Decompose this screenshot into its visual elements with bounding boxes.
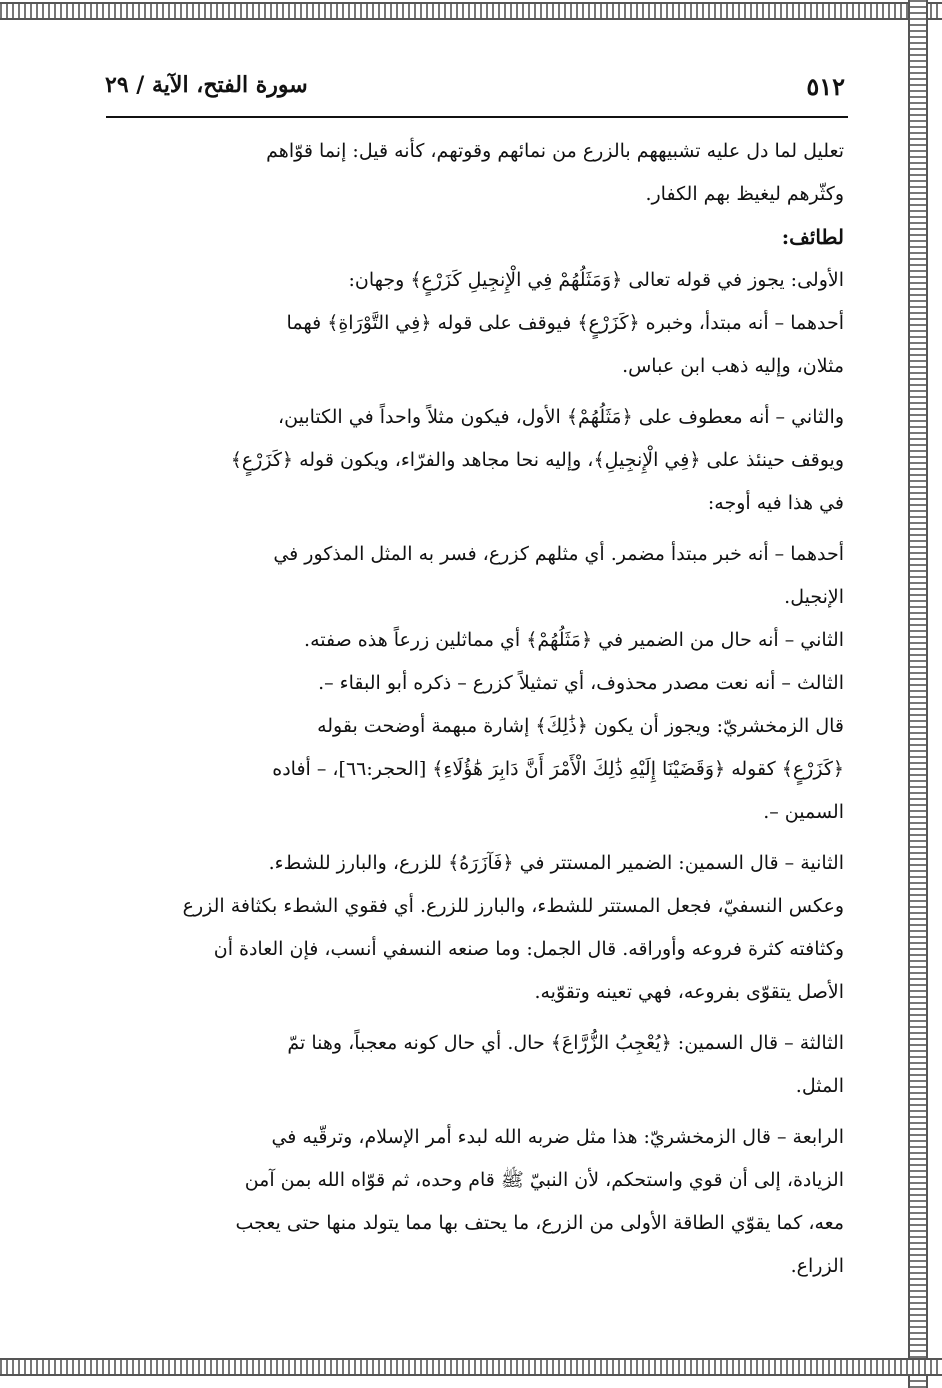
text-line: والثاني – أنه معطوف على ﴿مَثَلُهُمْ﴾ الأول، فيكون مثلاً واحداً في الكتابين، — [278, 406, 844, 428]
text-line: الإنجيل. — [784, 586, 844, 608]
text-line: أحدهما – أنه خبر مبتدأ مضمر. أي مثلهم كزرع، فسر به المثل المذكور في — [273, 543, 844, 565]
text-line: ﴿كَزَرْعٍ﴾ كقوله ﴿وَقَضَيْنَا إِلَيْهِ ذَٰلِكَ الْأَمْرَ أَنَّ دَابِرَ هَٰؤُلَاءِ﴾ [الحجر:٦٦]، – أفاده — [272, 758, 844, 780]
page-header — [105, 62, 845, 112]
text-line: أحدهما – أنه مبتدأ، وخبره ﴿كَزَرْعٍ﴾ فيوقف على قوله ﴿فِي التَّوْرَاةِ﴾ فهما — [286, 312, 844, 334]
text-line: وعكس النسفيّ، فجعل المستتر للشطء، والبارز للزرع. أي فقوي الشطء بكثافة الزرع — [182, 895, 844, 917]
text-line: ويوقف حينئذ على ﴿فِي الْإِنجِيلِ﴾، وإليه نحا مجاهد والفرّاء، ويكون قوله ﴿كَزَرْعٍ﴾ — [230, 449, 844, 471]
bottom-ornamental-border — [0, 1358, 942, 1376]
text-line: السمين –. — [763, 801, 844, 823]
text-line: تعليل لما دل عليه تشبيههم بالزرع من نمائهم وقوتهم، كأنه قيل: إنما قوّاهم — [266, 140, 844, 162]
text-line: الرابعة – قال الزمخشريّ: هذا مثل ضربه الله لبدء أمر الإسلام، وترقّيه في — [271, 1126, 844, 1148]
text-line: وكثّرهم ليغيظ بهم الكفار. — [645, 183, 844, 205]
text-line: معه، كما يقوّي الطاقة الأولى من الزرع، ما يحتف بها مما يتولد منها حتى يعجب — [235, 1212, 844, 1234]
page-number: ٥١٢ — [806, 72, 845, 101]
running-title: سورة الفتح، الآية / ٢٩ — [105, 72, 308, 98]
text-line: وكثافته كثرة فروعه وأوراقه. قال الجمل: وما صنعه النسفي أنسب، فإن العادة أن — [213, 938, 844, 960]
text-line: الزراع. — [790, 1255, 844, 1277]
text-line: المثل. — [795, 1075, 844, 1097]
text-line: الثانية – قال السمين: الضمير المستتر في ﴿فَآزَرَهُ﴾ للزرع، والبارز للشطء. — [268, 852, 844, 874]
text-line: الثالث – أنه نعت مصدر محذوف، أي تمثيلاً كزرع – ذكره أبو البقاء –. — [318, 672, 844, 694]
text-line: الثالثة – قال السمين: ﴿يُعْجِبُ الزُّرَّاعَ﴾ حال. أي حال كونه معجباً، وهنا تمّ — [287, 1032, 844, 1054]
text-line: الزيادة، إلى أن قوي واستحكم، لأن النبيّ ﷺ قام وحده، ثم قوّاه الله بمن آمن — [244, 1169, 844, 1191]
text-line: مثلان، وإليه ذهب ابن عباس. — [622, 355, 844, 377]
text-line: قال الزمخشريّ: ويجوز أن يكون ﴿ذَٰلِكَ﴾ إشارة مبهمة أوضحت بقوله — [317, 715, 844, 737]
right-ornamental-border — [908, 0, 928, 1388]
header-rule — [106, 116, 848, 118]
top-ornamental-border — [0, 2, 942, 20]
section-heading: لطائف: — [781, 225, 844, 249]
text-line: الأصل يتقوّى بفروعه، فهي تعينه وتقوّيه. — [534, 981, 844, 1003]
text-line: الثاني – أنه حال من الضمير في ﴿مَثَلُهُمْ﴾ أي مماثلين زرعاً هذه صفته. — [304, 629, 844, 651]
page-body — [108, 130, 844, 1288]
text-line: في هذا فيه أوجه: — [707, 492, 844, 514]
text-line: الأولى: يجوز في قوله تعالى ﴿وَمَثَلُهُمْ فِي الْإِنجِيلِ كَزَرْعٍ﴾ وجهان: — [348, 269, 844, 291]
